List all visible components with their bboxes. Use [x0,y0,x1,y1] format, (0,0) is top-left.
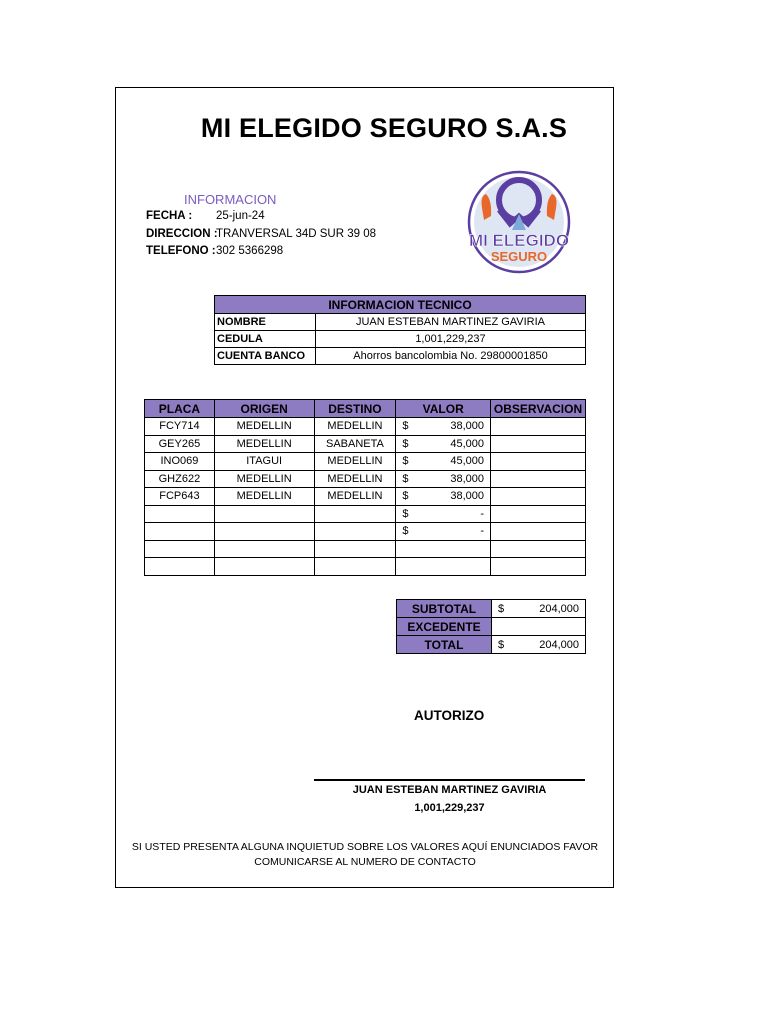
origen-cell: MEDELLIN [214,470,314,488]
logo-text-line1: MI ELEGIDO [468,231,570,250]
signature-name: JUAN ESTEBAN MARTINEZ GAVIRIA [352,784,547,796]
currency-symbol: $ [402,525,409,538]
direccion-label: DIRECCION : [146,228,218,240]
placa-cell: FCP643 [145,488,215,506]
excedente-value [492,618,586,636]
currency-symbol: $ [402,472,409,485]
placa-cell: FCY714 [145,418,215,436]
currency-symbol: $ [402,490,409,503]
table-row [145,488,586,506]
col-header-origen: ORIGEN [214,400,314,418]
valor-cell [396,488,491,506]
nombre-value: JUAN ESTEBAN MARTINEZ GAVIRIA [316,314,586,331]
tecnico-table [214,295,586,365]
origen-cell [214,540,314,558]
currency-symbol: $ [402,455,409,468]
totals-table [396,599,586,654]
cedula-label: CEDULA [215,331,316,348]
observacion-cell [491,523,586,541]
observacion-cell [491,418,586,436]
destino-cell [314,523,396,541]
col-header-valor: VALOR [396,400,491,418]
valor-cell [396,505,491,523]
valor-amount: 45,000 [450,437,484,450]
destino-cell [314,540,396,558]
valor-cell [396,435,491,453]
origen-cell [214,558,314,576]
placa-cell [145,523,215,541]
placa-cell: GEY265 [145,435,215,453]
table-row [145,453,586,471]
table-row [145,540,586,558]
valor-amount: - [480,525,484,538]
telefono-value: 302 5366298 [216,245,284,257]
table-row [145,418,586,436]
total-value: 204,000 [539,638,579,651]
valor-cell [396,453,491,471]
info-heading: INFORMACION [184,192,277,207]
valor-cell [396,558,491,576]
table-row [215,314,586,331]
valor-amount: 38,000 [450,472,484,485]
observacion-cell [491,453,586,471]
valor-cell [396,523,491,541]
valor-amount: - [480,507,484,520]
cuenta-label: CUENTA BANCO [215,348,316,365]
subtotal-cell [492,600,586,618]
logo-text-line2: SEGURO [490,249,548,264]
direccion-value: TRANVERSAL 34D SUR 39 08 [216,228,377,240]
valor-amount: 38,000 [450,420,484,433]
notice-text: SI USTED PRESENTA ALGUNA INQUIETUD SOBRE LOS VALORES AQUÍ ENUNCIADOS FAVOR COMUNICARSE AL NUMERO DE CONTACTO [131,841,599,868]
origen-cell: ITAGUI [214,453,314,471]
signature-id: 1,001,229,237 [414,802,485,814]
table-row [215,348,586,365]
table-row [145,558,586,576]
observacion-cell [491,540,586,558]
placa-cell [145,558,215,576]
origen-cell: MEDELLIN [214,418,314,436]
currency-symbol: $ [498,602,505,615]
fecha-label: FECHA : [146,210,193,222]
subtotal-label: SUBTOTAL [397,600,492,618]
autorizo-heading: AUTORIZO [414,708,485,723]
origen-cell: MEDELLIN [214,435,314,453]
placa-cell: INO069 [145,453,215,471]
destino-cell: MEDELLIN [314,453,396,471]
col-header-placa: PLACA [145,400,215,418]
cuenta-value: Ahorros bancolombia No. 29800001850 [316,348,586,365]
currency-symbol: $ [402,507,409,520]
valor-cell [396,418,491,436]
subtotal-value: 204,000 [539,602,579,615]
origen-cell [214,523,314,541]
table-row [145,435,586,453]
col-header-destino: DESTINO [314,400,396,418]
origen-cell: MEDELLIN [214,488,314,506]
cedula-value: 1,001,229,237 [316,331,586,348]
destino-cell: MEDELLIN [314,470,396,488]
observacion-cell [491,488,586,506]
valor-cell [396,470,491,488]
table-row [145,470,586,488]
table-row [215,331,586,348]
total-cell [492,636,586,654]
valor-cell [396,540,491,558]
company-title: MI ELEGIDO SEGURO S.A.S [200,113,568,143]
destino-cell [314,505,396,523]
destino-cell: SABANETA [314,435,396,453]
total-label: TOTAL [397,636,492,654]
observacion-cell [491,435,586,453]
valor-amount: 38,000 [450,490,484,503]
items-table [144,399,586,576]
tecnico-heading: INFORMACION TECNICO [215,296,586,314]
nombre-label: NOMBRE [215,314,316,331]
currency-symbol: $ [498,638,505,651]
valor-amount: 45,000 [450,455,484,468]
currency-symbol: $ [402,437,409,450]
placa-cell [145,540,215,558]
observacion-cell [491,558,586,576]
origen-cell [214,505,314,523]
fecha-value: 25-jun-24 [216,210,265,222]
currency-symbol: $ [402,420,409,433]
observacion-cell [491,470,586,488]
company-logo [462,170,577,276]
table-row [145,505,586,523]
destino-cell: MEDELLIN [314,418,396,436]
placa-cell: GHZ622 [145,470,215,488]
destino-cell: MEDELLIN [314,488,396,506]
telefono-label: TELEFONO : [146,245,216,257]
destino-cell [314,558,396,576]
excedente-label: EXCEDENTE [397,618,492,636]
table-row [145,523,586,541]
col-header-observacion: OBSERVACION [491,400,586,418]
placa-cell [145,505,215,523]
observacion-cell [491,505,586,523]
signature-line [314,779,585,781]
